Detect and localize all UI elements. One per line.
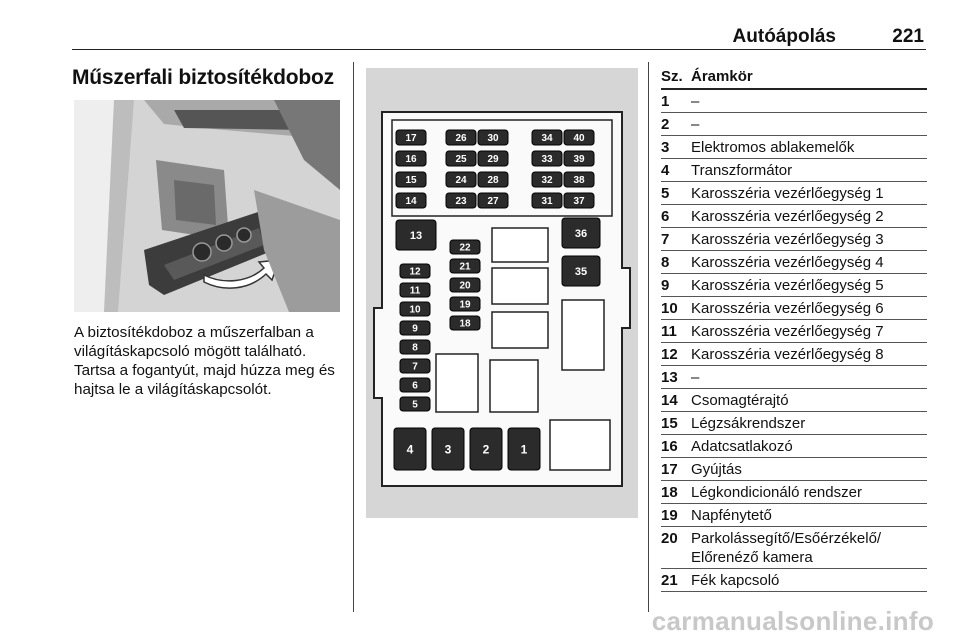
table-row [661, 274, 927, 297]
fuse [532, 172, 562, 187]
row-number: 12 [661, 346, 678, 363]
fuse-label: 22 [459, 242, 471, 254]
row-number: 3 [661, 139, 670, 156]
fuse [396, 220, 436, 250]
header-number: Sz. [661, 68, 683, 85]
row-circuit: – [691, 93, 700, 110]
fuse [400, 321, 430, 335]
fuse [532, 151, 562, 166]
row-circuit: Karosszéria vezérlőegység 1 [691, 185, 884, 202]
fuse-label: 37 [573, 196, 585, 208]
row-number: 20 [661, 530, 678, 547]
fusebox-svg [366, 68, 638, 518]
fuse-label: 13 [409, 229, 423, 242]
row-number: 16 [661, 438, 678, 455]
fuse [394, 428, 426, 470]
row-circuit: Karosszéria vezérlőegység 8 [691, 346, 884, 363]
fuse [478, 172, 508, 187]
fuse-label: 20 [459, 280, 471, 292]
fuse-label: 33 [541, 154, 553, 166]
fuse [478, 130, 508, 145]
row-number: 13 [661, 369, 678, 386]
fuse-label: 16 [405, 154, 417, 166]
table-row [661, 228, 927, 251]
column-divider [353, 62, 354, 612]
row-number: 10 [661, 300, 678, 317]
row-number: 2 [661, 116, 670, 133]
fuse-label: 17 [405, 133, 417, 145]
fuse-label: 1 [520, 442, 528, 457]
table-header [661, 66, 927, 90]
row-circuit: – [691, 369, 700, 386]
row-circuit: Fék kapcsoló [691, 572, 780, 589]
fuse-label: 29 [487, 154, 499, 166]
row-circuit: Napfénytető [691, 507, 772, 524]
section-title: Autóápolás [732, 26, 836, 47]
fuse [396, 130, 426, 145]
table-row [661, 458, 927, 481]
fuse-label: 35 [574, 265, 588, 278]
fuse [400, 340, 430, 354]
fuse-label: 23 [455, 196, 467, 208]
fuse-label: 36 [574, 227, 588, 240]
row-circuit: Gyújtás [691, 461, 742, 478]
fuse [446, 130, 476, 145]
fuse-label: 31 [541, 196, 553, 208]
table-row [661, 366, 927, 389]
page-header [72, 26, 926, 50]
row-circuit: Légkondicionáló rendszer [691, 484, 862, 501]
row-circuit: Parkolássegítő/Esőérzékelő/ Előrenéző kamera [691, 530, 882, 566]
row-number: 7 [661, 231, 670, 248]
table-row [661, 527, 927, 569]
table-row [661, 481, 927, 504]
table-row [661, 251, 927, 274]
fuse [396, 172, 426, 187]
fuse-label: 9 [412, 323, 418, 335]
row-number: 9 [661, 277, 670, 294]
fuse-label: 2 [482, 442, 490, 457]
section-heading: Műszerfali biztosítékdoboz [72, 66, 334, 89]
fuse-label: 28 [487, 175, 499, 187]
fuse-label: 27 [487, 196, 499, 208]
row-number: 1 [661, 93, 670, 110]
fuse [564, 172, 594, 187]
row-number: 15 [661, 415, 678, 432]
table-row [661, 569, 927, 592]
row-number: 6 [661, 208, 670, 225]
row-circuit: Karosszéria vezérlőegység 5 [691, 277, 884, 294]
fuse [400, 359, 430, 373]
fuse-label: 25 [455, 154, 467, 166]
row-circuit: Adatcsatlakozó [691, 438, 793, 455]
table-row [661, 205, 927, 228]
row-circuit: Karosszéria vezérlőegység 3 [691, 231, 884, 248]
fuse [450, 259, 480, 273]
fuse [562, 256, 600, 286]
fuse-label: 5 [412, 399, 418, 411]
fuse-label: 39 [573, 154, 585, 166]
fuse [564, 193, 594, 208]
table-row [661, 343, 927, 366]
fuse [562, 218, 600, 248]
fusebox-diagram [366, 68, 638, 518]
fuse [400, 378, 430, 392]
table-row [661, 113, 927, 136]
table-row [661, 412, 927, 435]
fuse-label: 6 [412, 380, 418, 392]
fuse [400, 397, 430, 411]
fuse-label: 4 [406, 442, 414, 457]
fuse [396, 151, 426, 166]
row-number: 17 [661, 461, 678, 478]
table-body [661, 90, 927, 592]
dashboard-photo [74, 100, 340, 312]
fuse-label: 7 [412, 361, 418, 373]
fuse-label: 15 [405, 175, 417, 187]
row-number: 4 [661, 162, 670, 179]
description-text: A biztosítékdoboz a műszerfalban a világításkapcsoló mögött található. Tartsa a fogantyút, majd húzza meg és hajtsa le a világításkapcsolót. [74, 324, 335, 398]
row-number: 21 [661, 572, 678, 589]
header-circuit: Áramkör [691, 68, 753, 85]
fuse-table [661, 66, 927, 592]
row-circuit: Karosszéria vezérlőegység 6 [691, 300, 884, 317]
fuse [446, 172, 476, 187]
table-row [661, 320, 927, 343]
table-row [661, 435, 927, 458]
table-row [661, 182, 927, 205]
row-circuit: Elektromos ablakemelők [691, 139, 855, 156]
table-row [661, 90, 927, 113]
fuse [564, 151, 594, 166]
row-circuit: Csomagtérajtó [691, 392, 789, 409]
fuse [532, 193, 562, 208]
table-row [661, 504, 927, 527]
fuse [478, 193, 508, 208]
table-row [661, 297, 927, 320]
row-number: 14 [661, 392, 678, 409]
fuse-label: 19 [459, 299, 471, 311]
fuse-label: 24 [455, 175, 467, 187]
fuse [396, 193, 426, 208]
dashboard-illustration [74, 100, 340, 312]
row-circuit: Karosszéria vezérlőegység 7 [691, 323, 884, 340]
fuse [532, 130, 562, 145]
fuse-label: 18 [459, 318, 471, 330]
column-divider [648, 62, 649, 612]
row-number: 18 [661, 484, 678, 501]
row-circuit: Karosszéria vezérlőegység 4 [691, 254, 884, 271]
row-number: 11 [661, 323, 677, 340]
row-number: 5 [661, 185, 670, 202]
fuse [450, 278, 480, 292]
fuse [446, 151, 476, 166]
fuse [470, 428, 502, 470]
fuse-label: 26 [455, 133, 467, 145]
fuse-label: 14 [405, 196, 417, 208]
row-circuit: Légzsákrendszer [691, 415, 806, 432]
fuse-label: 30 [487, 133, 499, 145]
row-circuit: Karosszéria vezérlőegység 2 [691, 208, 884, 225]
fuse [450, 316, 480, 330]
table-row [661, 136, 927, 159]
table-row [661, 159, 927, 182]
fuse [400, 302, 430, 316]
fuse-label: 11 [409, 285, 421, 297]
fuse-label: 38 [573, 175, 585, 187]
page-number: 221 [892, 26, 924, 47]
fuse-label: 21 [459, 261, 471, 273]
fuse-label: 10 [409, 304, 421, 316]
fuse [564, 130, 594, 145]
row-number: 19 [661, 507, 678, 524]
fuse-label: 8 [412, 342, 418, 354]
fuse-label: 40 [573, 133, 585, 145]
fuse [400, 264, 430, 278]
fuse [400, 283, 430, 297]
fuse-label: 34 [541, 133, 553, 145]
row-circuit: Transzformátor [691, 162, 793, 179]
table-row [661, 389, 927, 412]
fuse [432, 428, 464, 470]
fuse-label: 12 [409, 266, 421, 278]
fuse [446, 193, 476, 208]
fuse-label: 3 [444, 442, 452, 457]
fuse [508, 428, 540, 470]
fuse-label: 32 [541, 175, 553, 187]
fuse [450, 297, 480, 311]
watermark: carmanualsonline.info [651, 606, 934, 636]
row-circuit: – [691, 116, 700, 133]
fuse [450, 240, 480, 254]
fuse [478, 151, 508, 166]
row-number: 8 [661, 254, 670, 271]
